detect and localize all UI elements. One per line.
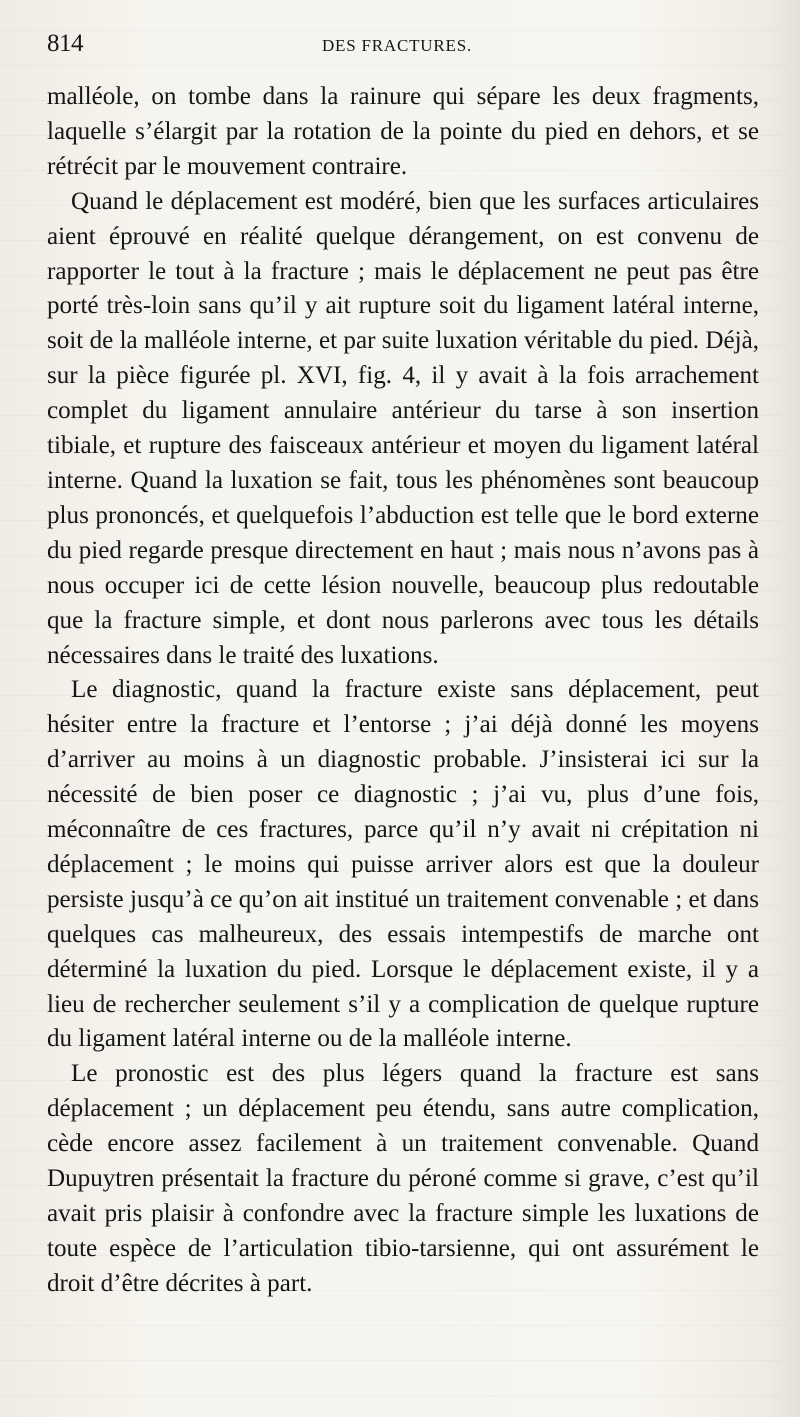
page-number: 814 xyxy=(47,30,83,57)
body-text xyxy=(47,80,759,1302)
running-head: DES FRACTURES. xyxy=(321,36,473,55)
page-header xyxy=(47,30,747,64)
paragraph-displacement: Quand le déplacement est modéré, bien que les surfaces articulaires aient éprouvé en réalité quelque dérangement, on est convenu de rapporter le tout à la fracture ; mais le déplacement ne peut pas être porté très-loin sans qu’il y ait rupture soit du ligament latéral interne, soit de la malléole interne, et par suite luxation véritable du pied. Déjà, sur la pièce figurée pl. XVI, fig. 4, il y avait à la fois arrachement complet du ligament annulaire antérieur du tarse à son insertion tibiale, et rupture des faisceaux antérieur et moyen du ligament latéral interne. Quand la luxation se fait, tous les phénomènes sont beaucoup plus prononcés, et quelquefois l’abduction est telle que le bord externe du pied regarde presque directement en haut ; mais nous n’avons pas à nous occuper ici de cette lésion nouvelle, beaucoup plus redoutable que la fracture simple, et dont nous parlerons avec tous les détails nécessaires dans le traité des luxations. xyxy=(47,187,759,669)
paragraph-diagnostic: Le diagnostic, quand la fracture existe sans déplacement, peut hésiter entre la fracture et l’entorse ; j’ai déjà donné les moyens d’arriver au moins à un diagnostic probable. J’insisterai ici sur la nécessité de bien poser ce diagnostic ; j’ai vu, plus d’une fois, méconnaître de ces fractures, parce qu’il n’y avait ni crépitation ni déplacement ; le moins qui puisse arriver alors est que la douleur persiste jusqu’à ce qu’on ait institué un traitement convenable ; et dans quelques cas malheureux, des essais intempestifs de marche ont déterminé la luxation du pied. Lorsque le déplacement existe, il y a lieu de rechercher seulement s’il y a complication de quelque rupture du ligament latéral interne ou de la malléole interne. xyxy=(47,676,759,1053)
paragraph-prognosis: Le pronostic est des plus légers quand la fracture est sans déplacement ; un déplacement peu étendu, sans autre complication, cède encore assez facilement à un traitement convenable. Quand Dupuytren présentait la fracture du péroné comme si grave, c’est qu’il avait pris plaisir à confondre avec la fracture simple les luxations de toute espèce de l’articulation tibio-tarsienne, qui ont assurément le droit d’être décrites à part. xyxy=(47,1060,759,1297)
page-edge-shadow xyxy=(764,0,800,1417)
paragraph-continuation: malléole, on tombe dans la rainure qui sépare les deux fragments, laquelle s’élargit par la rotation de la pointe du pied en dehors, et se rétrécit par le mouvement contraire. xyxy=(47,83,759,180)
